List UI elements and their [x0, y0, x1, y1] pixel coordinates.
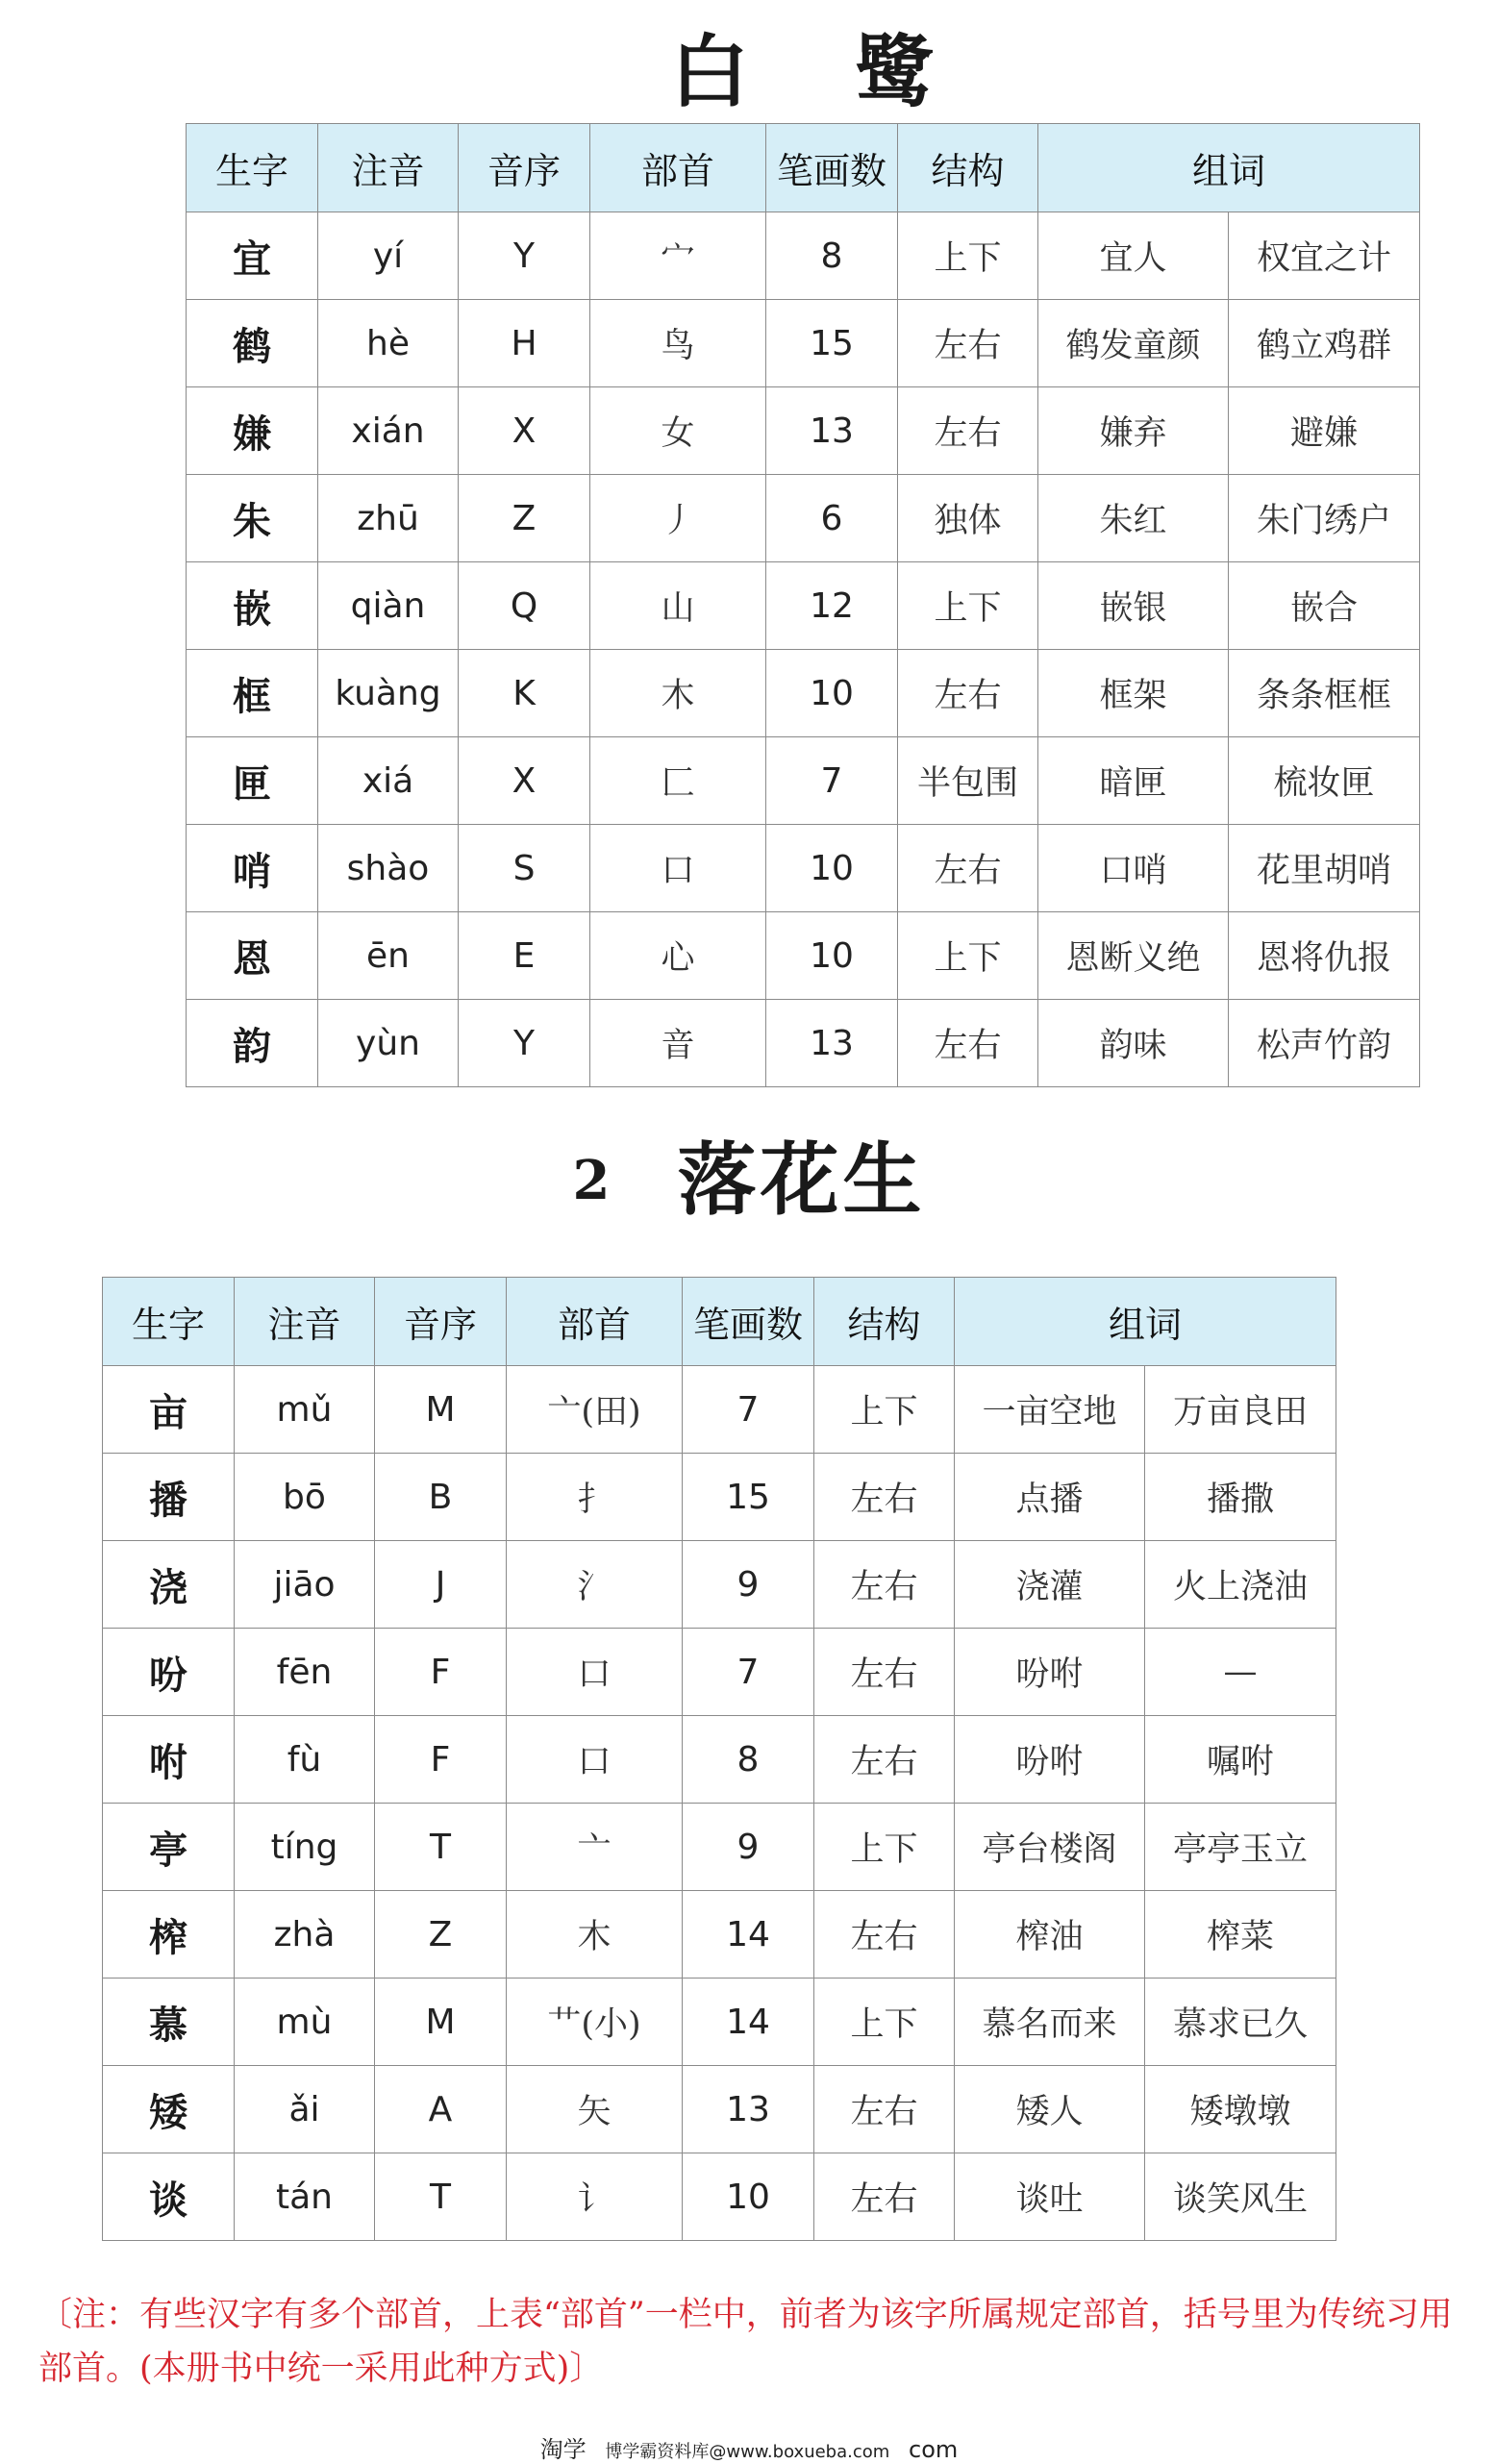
cell-character: 嵌: [187, 562, 318, 650]
cell-radical: 亠: [507, 1804, 683, 1891]
cell-initial: Q: [459, 562, 590, 650]
cell-word-2: 花里胡哨: [1229, 825, 1420, 912]
cell-character: 矮: [103, 2066, 235, 2153]
cell-pinyin: fù: [235, 1716, 375, 1804]
cell-pinyin: jiāo: [235, 1541, 375, 1629]
cell-initial: T: [375, 1804, 507, 1891]
cell-word-1: 宜人: [1038, 212, 1229, 300]
cell-word-1: 暗匣: [1038, 737, 1229, 825]
lesson1-table: [186, 123, 1420, 1087]
cell-character: 恩: [187, 912, 318, 1000]
cell-word-1: 矮人: [955, 2066, 1145, 2153]
cell-initial: E: [459, 912, 590, 1000]
lesson1-title: 白鹭: [669, 26, 1039, 118]
table-row: [103, 1541, 1336, 1629]
cell-initial: T: [375, 2153, 507, 2241]
cell-word-1: 框架: [1038, 650, 1229, 737]
cell-word-2: 条条框框: [1229, 650, 1420, 737]
cell-word-1: 朱红: [1038, 475, 1229, 562]
cell-pinyin: yùn: [318, 1000, 459, 1087]
column-header: 组词: [1038, 124, 1420, 212]
cell-strokes: 15: [766, 300, 898, 387]
cell-structure: 左右: [898, 300, 1038, 387]
cell-word-1: 一亩空地: [955, 1366, 1145, 1454]
cell-initial: M: [375, 1366, 507, 1454]
page-footer: [0, 2430, 1498, 2464]
column-header: 部首: [590, 124, 766, 212]
cell-pinyin: bō: [235, 1454, 375, 1541]
cell-word-2: 松声竹韵: [1229, 1000, 1420, 1087]
lesson2-header-row: [103, 1278, 1336, 1366]
column-header: 音序: [375, 1278, 507, 1366]
cell-pinyin: tíng: [235, 1804, 375, 1891]
cell-word-2: 万亩良田: [1145, 1366, 1336, 1454]
cell-radical: 丿: [590, 475, 766, 562]
cell-word-1: 浇灌: [955, 1541, 1145, 1629]
cell-pinyin: mǔ: [235, 1366, 375, 1454]
table-row: [187, 737, 1420, 825]
table-row: [187, 1000, 1420, 1087]
cell-word-1: 吩咐: [955, 1629, 1145, 1716]
cell-initial: X: [459, 737, 590, 825]
table-row: [187, 475, 1420, 562]
cell-initial: Y: [459, 1000, 590, 1087]
cell-pinyin: ǎi: [235, 2066, 375, 2153]
column-header: 结构: [814, 1278, 955, 1366]
cell-pinyin: xián: [318, 387, 459, 475]
cell-initial: A: [375, 2066, 507, 2153]
cell-pinyin: zhū: [318, 475, 459, 562]
lesson1-body: [187, 212, 1420, 1087]
cell-pinyin: yí: [318, 212, 459, 300]
cell-character: 嫌: [187, 387, 318, 475]
cell-structure: 上下: [898, 212, 1038, 300]
cell-structure: 左右: [814, 1716, 955, 1804]
cell-structure: 左右: [814, 1629, 955, 1716]
column-header: 组词: [955, 1278, 1336, 1366]
cell-structure: 上下: [898, 912, 1038, 1000]
cell-strokes: 7: [766, 737, 898, 825]
column-header: 部首: [507, 1278, 683, 1366]
table-row: [103, 1979, 1336, 2066]
cell-character: 谈: [103, 2153, 235, 2241]
cell-word-1: 鹤发童颜: [1038, 300, 1229, 387]
table-row: [187, 912, 1420, 1000]
table-row: [103, 1804, 1336, 1891]
cell-word-2: —: [1145, 1629, 1336, 1716]
cell-character: 亩: [103, 1366, 235, 1454]
cell-word-1: 谈吐: [955, 2153, 1145, 2241]
cell-structure: 左右: [814, 2153, 955, 2241]
table-row: [187, 300, 1420, 387]
lesson2-body: [103, 1366, 1336, 2241]
cell-radical: 女: [590, 387, 766, 475]
cell-radical: 矢: [507, 2066, 683, 2153]
cell-character: 亭: [103, 1804, 235, 1891]
cell-structure: 上下: [814, 1366, 955, 1454]
table-row: [103, 1454, 1336, 1541]
cell-strokes: 6: [766, 475, 898, 562]
cell-strokes: 9: [683, 1804, 814, 1891]
cell-radical: 艹(小): [507, 1979, 683, 2066]
cell-radical: 鸟: [590, 300, 766, 387]
cell-word-2: 亭亭玉立: [1145, 1804, 1336, 1891]
cell-radical: 木: [507, 1891, 683, 1979]
table-row: [187, 825, 1420, 912]
table-row: [103, 1366, 1336, 1454]
column-header: 生字: [187, 124, 318, 212]
cell-structure: 左右: [814, 2066, 955, 2153]
table-row: [103, 1716, 1336, 1804]
cell-word-1: 嵌银: [1038, 562, 1229, 650]
cell-radical: 口: [590, 825, 766, 912]
cell-word-1: 榨油: [955, 1891, 1145, 1979]
cell-word-2: 避嫌: [1229, 387, 1420, 475]
cell-word-1: 嫌弃: [1038, 387, 1229, 475]
cell-pinyin: qiàn: [318, 562, 459, 650]
cell-radical: 心: [590, 912, 766, 1000]
cell-strokes: 9: [683, 1541, 814, 1629]
cell-pinyin: hè: [318, 300, 459, 387]
cell-character: 咐: [103, 1716, 235, 1804]
cell-strokes: 10: [766, 650, 898, 737]
cell-initial: J: [375, 1541, 507, 1629]
cell-strokes: 12: [766, 562, 898, 650]
cell-word-2: 谈笑风生: [1145, 2153, 1336, 2241]
cell-word-2: 权宜之计: [1229, 212, 1420, 300]
cell-word-1: 恩断义绝: [1038, 912, 1229, 1000]
table-row: [103, 1891, 1336, 1979]
cell-character: 韵: [187, 1000, 318, 1087]
cell-word-1: 吩咐: [955, 1716, 1145, 1804]
cell-structure: 左右: [814, 1454, 955, 1541]
cell-pinyin: ēn: [318, 912, 459, 1000]
cell-character: 榨: [103, 1891, 235, 1979]
cell-radical: 氵: [507, 1541, 683, 1629]
cell-strokes: 15: [683, 1454, 814, 1541]
cell-radical: 匚: [590, 737, 766, 825]
cell-word-1: 慕名而来: [955, 1979, 1145, 2066]
cell-character: 吩: [103, 1629, 235, 1716]
cell-pinyin: zhà: [235, 1891, 375, 1979]
cell-initial: K: [459, 650, 590, 737]
cell-character: 框: [187, 650, 318, 737]
cell-pinyin: tán: [235, 2153, 375, 2241]
cell-strokes: 10: [766, 912, 898, 1000]
cell-initial: X: [459, 387, 590, 475]
cell-word-2: 朱门绣户: [1229, 475, 1420, 562]
cell-character: 匣: [187, 737, 318, 825]
cell-strokes: 13: [766, 1000, 898, 1087]
cell-strokes: 13: [766, 387, 898, 475]
cell-radical: 木: [590, 650, 766, 737]
table-row: [103, 2066, 1336, 2153]
footnote: 〔注：有些汉字有多个部首，上表“部首”一栏中，前者为该字所属规定部首，括号里为传统习用部首。(本册书中统一采用此种方式)〕: [38, 2296, 1453, 2388]
cell-structure: 上下: [814, 1804, 955, 1891]
cell-word-2: 慕求已久: [1145, 1979, 1336, 2066]
cell-character: 浇: [103, 1541, 235, 1629]
cell-structure: 独体: [898, 475, 1038, 562]
column-header: 结构: [898, 124, 1038, 212]
cell-structure: 左右: [898, 387, 1038, 475]
cell-word-1: 点播: [955, 1454, 1145, 1541]
footer-suffix: com: [909, 2436, 959, 2463]
cell-radical: 音: [590, 1000, 766, 1087]
cell-strokes: 8: [683, 1716, 814, 1804]
cell-word-2: 矮墩墩: [1145, 2066, 1336, 2153]
cell-initial: H: [459, 300, 590, 387]
table-row: [103, 1629, 1336, 1716]
column-header: 生字: [103, 1278, 235, 1366]
cell-strokes: 14: [683, 1891, 814, 1979]
cell-word-2: 恩将仇报: [1229, 912, 1420, 1000]
cell-structure: 上下: [898, 562, 1038, 650]
cell-character: 播: [103, 1454, 235, 1541]
cell-initial: Y: [459, 212, 590, 300]
cell-word-2: 播撒: [1145, 1454, 1336, 1541]
footer-watermark: 博学霸资料库@www.boxueba.com: [605, 2442, 890, 2462]
table-row: [103, 2153, 1336, 2241]
cell-structure: 左右: [814, 1541, 955, 1629]
column-header: 注音: [235, 1278, 375, 1366]
column-header: 音序: [459, 124, 590, 212]
cell-structure: 左右: [898, 825, 1038, 912]
cell-initial: F: [375, 1629, 507, 1716]
cell-radical: 口: [507, 1716, 683, 1804]
cell-radical: 讠: [507, 2153, 683, 2241]
lesson2-title: 落花生: [677, 1133, 926, 1227]
cell-strokes: 7: [683, 1629, 814, 1716]
column-header: 笔画数: [683, 1278, 814, 1366]
cell-structure: 左右: [898, 650, 1038, 737]
cell-character: 鹤: [187, 300, 318, 387]
lesson1-header-row: [187, 124, 1420, 212]
cell-word-1: 亭台楼阁: [955, 1804, 1145, 1891]
table-row: [187, 562, 1420, 650]
cell-strokes: 8: [766, 212, 898, 300]
cell-word-2: 嵌合: [1229, 562, 1420, 650]
cell-structure: 左右: [814, 1891, 955, 1979]
cell-strokes: 13: [683, 2066, 814, 2153]
cell-radical: 亠(田): [507, 1366, 683, 1454]
table-row: [187, 387, 1420, 475]
cell-initial: Z: [375, 1891, 507, 1979]
cell-character: 宜: [187, 212, 318, 300]
column-header: 注音: [318, 124, 459, 212]
cell-initial: B: [375, 1454, 507, 1541]
cell-radical: 扌: [507, 1454, 683, 1541]
cell-pinyin: kuàng: [318, 650, 459, 737]
lesson2-heading: [0, 1127, 1498, 1233]
cell-initial: M: [375, 1979, 507, 2066]
cell-radical: 宀: [590, 212, 766, 300]
cell-word-2: 火上浇油: [1145, 1541, 1336, 1629]
cell-word-1: 口哨: [1038, 825, 1229, 912]
cell-word-2: 嘱咐: [1145, 1716, 1336, 1804]
cell-strokes: 10: [683, 2153, 814, 2241]
footer-brand: 淘学: [539, 2436, 587, 2463]
cell-initial: Z: [459, 475, 590, 562]
cell-initial: S: [459, 825, 590, 912]
cell-strokes: 7: [683, 1366, 814, 1454]
cell-character: 慕: [103, 1979, 235, 2066]
cell-structure: 半包围: [898, 737, 1038, 825]
cell-pinyin: shào: [318, 825, 459, 912]
cell-word-2: 榨菜: [1145, 1891, 1336, 1979]
cell-structure: 左右: [898, 1000, 1038, 1087]
lesson2-number: 2: [572, 1148, 611, 1212]
column-header: 笔画数: [766, 124, 898, 212]
cell-character: 朱: [187, 475, 318, 562]
cell-pinyin: xiá: [318, 737, 459, 825]
cell-initial: F: [375, 1716, 507, 1804]
cell-pinyin: fēn: [235, 1629, 375, 1716]
cell-pinyin: mù: [235, 1979, 375, 2066]
cell-structure: 上下: [814, 1979, 955, 2066]
cell-strokes: 14: [683, 1979, 814, 2066]
cell-word-2: 梳妆匣: [1229, 737, 1420, 825]
cell-word-2: 鹤立鸡群: [1229, 300, 1420, 387]
cell-radical: 口: [507, 1629, 683, 1716]
cell-strokes: 10: [766, 825, 898, 912]
table-row: [187, 650, 1420, 737]
cell-word-1: 韵味: [1038, 1000, 1229, 1087]
table-row: [187, 212, 1420, 300]
cell-character: 哨: [187, 825, 318, 912]
lesson2-table: [102, 1277, 1336, 2241]
cell-radical: 山: [590, 562, 766, 650]
